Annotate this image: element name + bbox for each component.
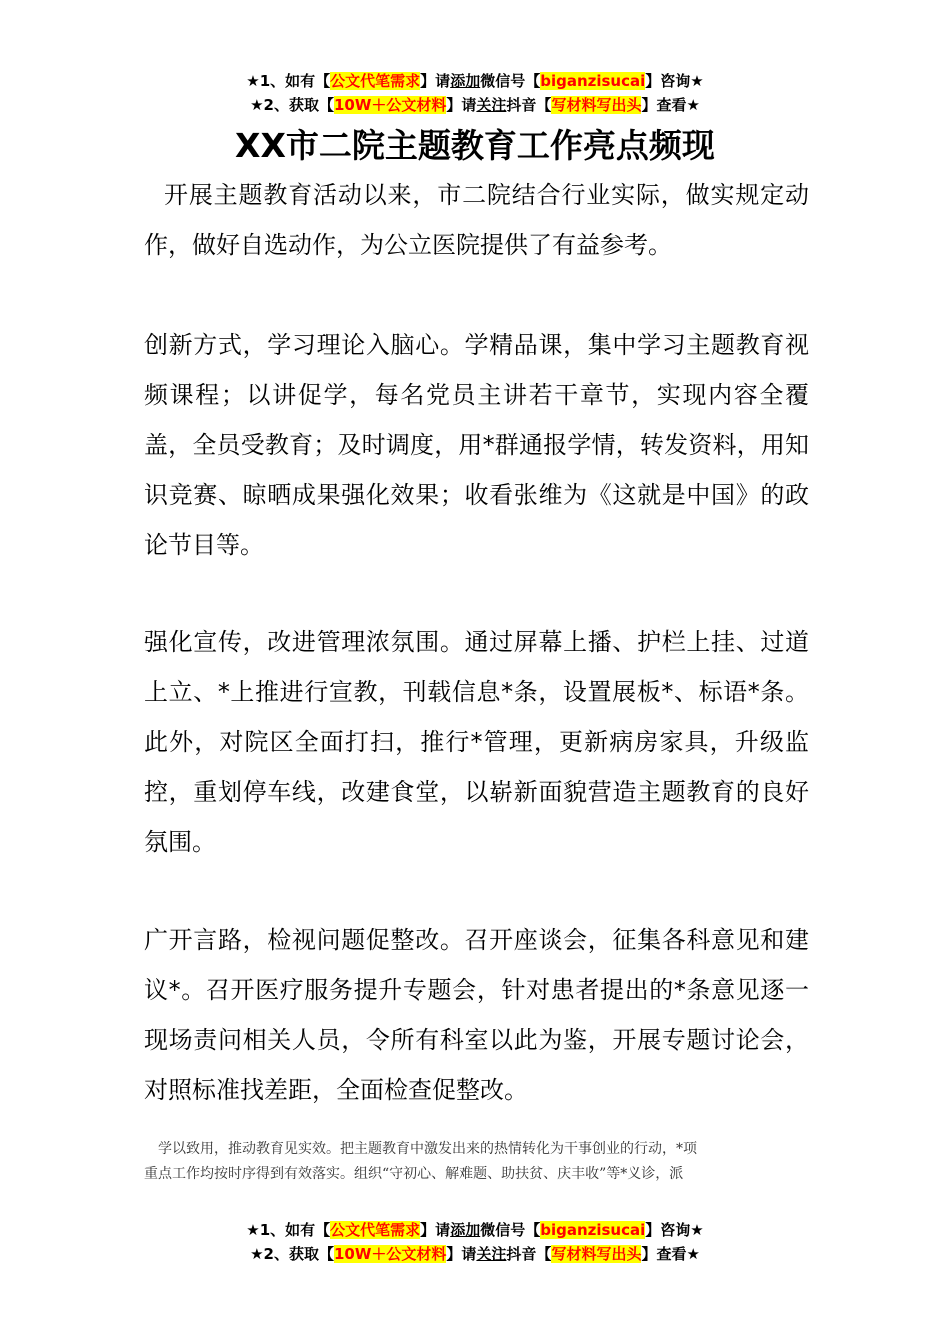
paragraph-rectification: 广开言路，检视问题促整改。召开座谈会，征集各科意见和建议*。召开医疗服务提升专题会，针对患者提出的*条意见逐一现场责问相关人员，令所有科室以此为鉴，开展专题讨论会，对照标准找差距，全面检查促整改。 [144,926,809,1104]
highlight-douyin: 写材料写出头 [551,96,642,114]
promo-banner-bottom-line1: ★1、如有【公文代笔需求】请添加微信号【biganzisucai】咨询★ [246,1221,704,1239]
highlight-service: 公文代笔需求 [330,72,421,90]
promo-banner-top-line2: ★2、获取【10W＋公文材料】请关注抖音【写材料写出头】查看★ [250,96,700,114]
footer-paragraph [144,1137,809,1187]
highlight-service: 公文代笔需求 [330,1221,421,1239]
highlight-wechat-id: biganzisucai [540,1221,646,1239]
document-title: XX市二院主题教育工作亮点频现 [235,126,715,165]
highlight-materials: 10W＋公文材料 [333,96,447,114]
promo-banner-top-line1: ★1、如有【公文代笔需求】请添加微信号【biganzisucai】咨询★ [246,72,704,90]
footer-line: 学以致用，推动教育见实效。把主题教育中激发出来的热情转化为干事创业的行动，*项 [158,1141,697,1157]
paragraph-publicity: 强化宣传，改进管理浓氛围。通过屏幕上播、护栏上挂、过道上立、*上推进行宣教，刊载信息*条，设置展板*、标语*条。此外，对院区全面打扫，推行*管理，更新病房家具，升级监控，重划停车线，改建食堂，以崭新面貌营造主题教育的良好氛围。 [144,628,809,856]
paragraph-intro: 开展主题教育活动以来，市二院结合行业实际，做实规定动作，做好自选动作，为公立医院提供了有益参考。 [144,181,809,259]
highlight-wechat-id: biganzisucai [540,72,646,90]
highlight-materials: 10W＋公文材料 [333,1245,447,1263]
promo-banner-bottom-line2: ★2、获取【10W＋公文材料】请关注抖音【写材料写出头】查看★ [250,1245,700,1263]
highlight-douyin: 写材料写出头 [551,1245,642,1263]
footer-line: 重点工作均按时序得到有效落实。组织“守初心、解难题、助扶贫、庆丰收”等*义诊，派 [144,1166,684,1182]
paragraph-study: 创新方式，学习理论入脑心。学精品课，集中学习主题教育视频课程；以讲促学，每名党员主讲若干章节，实现内容全覆盖，全员受教育；及时调度，用*群通报学情，转发资料，用知识竞赛、晾晒成果强化效果；收看张维为《这就是中国》的政论节目等。 [144,331,809,559]
